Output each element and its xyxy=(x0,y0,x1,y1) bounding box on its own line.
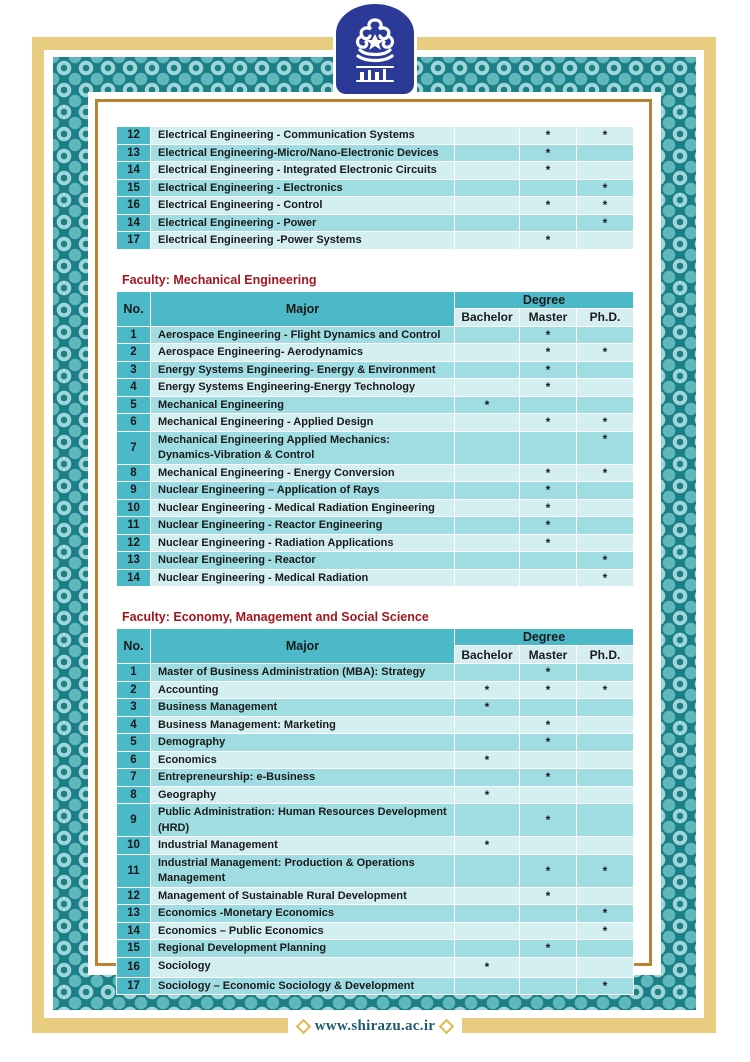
phd-mark xyxy=(577,482,634,500)
bachelor-mark xyxy=(455,769,520,787)
major-name: Mechanical Engineering - Applied Design xyxy=(151,414,455,432)
row-number: 5 xyxy=(117,734,151,752)
phd-mark: * xyxy=(577,344,634,362)
phd-mark xyxy=(577,957,634,977)
table-row xyxy=(117,326,634,344)
table-row xyxy=(117,751,634,769)
phd-mark xyxy=(577,940,634,958)
master-mark: * xyxy=(520,232,577,250)
bachelor-mark xyxy=(455,414,520,432)
phd-mark xyxy=(577,232,634,250)
master-mark: * xyxy=(520,664,577,682)
column-header-major: Major xyxy=(151,291,455,326)
major-name: Sociology xyxy=(151,957,455,977)
major-name: Accounting xyxy=(151,681,455,699)
phd-mark xyxy=(577,396,634,414)
major-name: Electrical Engineering -Power Systems xyxy=(151,232,455,250)
master-mark: * xyxy=(520,482,577,500)
master-mark: * xyxy=(520,361,577,379)
bachelor-mark: * xyxy=(455,786,520,804)
bachelor-mark xyxy=(455,552,520,570)
row-number: 11 xyxy=(117,517,151,535)
major-name: Nuclear Engineering - Medical Radiation Engineering xyxy=(151,499,455,517)
major-name: Aerospace Engineering - Flight Dynamics and Control xyxy=(151,326,455,344)
table-row xyxy=(117,681,634,699)
major-name: Master of Business Administration (MBA): Strategy xyxy=(151,664,455,682)
row-number: 14 xyxy=(117,569,151,587)
table-row xyxy=(117,414,634,432)
table-row xyxy=(117,379,634,397)
table-row xyxy=(117,569,634,587)
master-mark: * xyxy=(520,197,577,215)
table-row xyxy=(117,664,634,682)
table-row xyxy=(117,977,634,995)
table-row xyxy=(117,552,634,570)
master-mark: * xyxy=(520,716,577,734)
phd-mark xyxy=(577,664,634,682)
phd-mark xyxy=(577,804,634,837)
row-number: 14 xyxy=(117,214,151,232)
column-header-bachelor: Bachelor xyxy=(455,646,520,664)
major-name: Mechanical Engineering - Energy Conversion xyxy=(151,464,455,482)
table-row xyxy=(117,464,634,482)
phd-mark xyxy=(577,837,634,855)
table-row xyxy=(117,179,634,197)
major-name: Business Management: Marketing xyxy=(151,716,455,734)
row-number: 4 xyxy=(117,379,151,397)
phd-mark: * xyxy=(577,552,634,570)
column-header-bachelor: Bachelor xyxy=(455,308,520,326)
phd-mark: * xyxy=(577,681,634,699)
bachelor-mark xyxy=(455,482,520,500)
bachelor-mark xyxy=(455,534,520,552)
table-row xyxy=(117,396,634,414)
master-mark: * xyxy=(520,769,577,787)
phd-mark xyxy=(577,517,634,535)
column-header-phd: Ph.D. xyxy=(577,646,634,664)
master-mark xyxy=(520,905,577,923)
major-name: Electrical Engineering-Micro/Nano-Electronic Devices xyxy=(151,144,455,162)
programs-table-mechanical xyxy=(116,291,634,588)
table-row xyxy=(117,905,634,923)
phd-mark: * xyxy=(577,127,634,145)
table-row xyxy=(117,699,634,717)
bachelor-mark xyxy=(455,977,520,995)
diamond-ornament-icon xyxy=(439,1018,455,1034)
phd-mark xyxy=(577,716,634,734)
column-header-major: Major xyxy=(151,629,455,664)
phd-mark xyxy=(577,144,634,162)
column-header-no: No. xyxy=(117,629,151,664)
bachelor-mark xyxy=(455,499,520,517)
row-number: 6 xyxy=(117,751,151,769)
master-mark xyxy=(520,699,577,717)
major-name: Economics – Public Economics xyxy=(151,922,455,940)
phd-mark xyxy=(577,379,634,397)
bachelor-mark xyxy=(455,905,520,923)
phd-mark xyxy=(577,769,634,787)
bachelor-mark: * xyxy=(455,699,520,717)
table-row xyxy=(117,940,634,958)
phd-mark: * xyxy=(577,179,634,197)
column-header-degree: Degree xyxy=(455,629,634,646)
row-number: 9 xyxy=(117,482,151,500)
major-name: Nuclear Engineering - Reactor xyxy=(151,552,455,570)
phd-mark: * xyxy=(577,905,634,923)
master-mark: * xyxy=(520,162,577,180)
table-row xyxy=(117,232,634,250)
master-mark: * xyxy=(520,326,577,344)
table-row xyxy=(117,534,634,552)
phd-mark: * xyxy=(577,854,634,887)
master-mark: * xyxy=(520,414,577,432)
bachelor-mark xyxy=(455,197,520,215)
major-name: Mechanical Engineering xyxy=(151,396,455,414)
row-number: 16 xyxy=(117,197,151,215)
phd-mark: * xyxy=(577,214,634,232)
major-name: Sociology – Economic Sociology & Development xyxy=(151,977,455,995)
programs-content xyxy=(116,126,633,995)
bachelor-mark xyxy=(455,361,520,379)
phd-mark: * xyxy=(577,569,634,587)
website-link[interactable]: www.shirazu.ac.ir xyxy=(314,1017,436,1034)
major-name: Aerospace Engineering- Aerodynamics xyxy=(151,344,455,362)
row-number: 14 xyxy=(117,922,151,940)
row-number: 10 xyxy=(117,499,151,517)
master-mark xyxy=(520,179,577,197)
phd-mark: * xyxy=(577,431,634,464)
table-row xyxy=(117,517,634,535)
master-mark xyxy=(520,786,577,804)
bachelor-mark xyxy=(455,804,520,837)
phd-mark xyxy=(577,734,634,752)
major-name: Entrepreneurship: e-Business xyxy=(151,769,455,787)
bachelor-mark: * xyxy=(455,396,520,414)
phd-mark: * xyxy=(577,977,634,995)
master-mark xyxy=(520,837,577,855)
phd-mark xyxy=(577,499,634,517)
university-logo xyxy=(336,4,414,94)
row-number: 2 xyxy=(117,344,151,362)
master-mark xyxy=(520,922,577,940)
major-name: Economics -Monetary Economics xyxy=(151,905,455,923)
row-number: 8 xyxy=(117,464,151,482)
major-name: Economics xyxy=(151,751,455,769)
bachelor-mark: * xyxy=(455,681,520,699)
bachelor-mark xyxy=(455,344,520,362)
bachelor-mark xyxy=(455,716,520,734)
master-mark xyxy=(520,431,577,464)
phd-mark xyxy=(577,162,634,180)
master-mark xyxy=(520,552,577,570)
phd-mark xyxy=(577,361,634,379)
phd-mark: * xyxy=(577,464,634,482)
row-number: 3 xyxy=(117,361,151,379)
table-row xyxy=(117,887,634,905)
master-mark: * xyxy=(520,940,577,958)
master-mark xyxy=(520,957,577,977)
bachelor-mark xyxy=(455,127,520,145)
master-mark: * xyxy=(520,681,577,699)
row-number: 15 xyxy=(117,179,151,197)
master-mark: * xyxy=(520,379,577,397)
faculty-title-economy: Faculty: Economy, Management and Social Science xyxy=(122,610,429,624)
master-mark: * xyxy=(520,887,577,905)
row-number: 13 xyxy=(117,552,151,570)
column-header-master: Master xyxy=(520,646,577,664)
master-mark: * xyxy=(520,144,577,162)
row-number: 9 xyxy=(117,804,151,837)
bachelor-mark xyxy=(455,162,520,180)
row-number: 6 xyxy=(117,414,151,432)
row-number: 10 xyxy=(117,837,151,855)
master-mark xyxy=(520,396,577,414)
master-mark: * xyxy=(520,517,577,535)
shiraz-university-emblem-icon xyxy=(344,10,406,88)
bachelor-mark xyxy=(455,431,520,464)
row-number: 11 xyxy=(117,854,151,887)
major-name: Energy Systems Engineering-Energy Technology xyxy=(151,379,455,397)
footer xyxy=(0,1013,750,1039)
major-name: Electrical Engineering - Control xyxy=(151,197,455,215)
major-name: Management of Sustainable Rural Development xyxy=(151,887,455,905)
major-name: Nuclear Engineering – Application of Rays xyxy=(151,482,455,500)
master-mark: * xyxy=(520,127,577,145)
master-mark xyxy=(520,569,577,587)
phd-mark xyxy=(577,326,634,344)
major-name: Electrical Engineering - Power xyxy=(151,214,455,232)
column-header-no: No. xyxy=(117,291,151,326)
row-number: 13 xyxy=(117,144,151,162)
bachelor-mark xyxy=(455,517,520,535)
master-mark: * xyxy=(520,534,577,552)
faculty-title-mechanical: Faculty: Mechanical Engineering xyxy=(122,272,317,287)
phd-mark xyxy=(577,751,634,769)
major-name: Electrical Engineering - Electronics xyxy=(151,179,455,197)
bachelor-mark xyxy=(455,734,520,752)
bachelor-mark xyxy=(455,887,520,905)
bachelor-mark: * xyxy=(455,837,520,855)
row-number: 12 xyxy=(117,534,151,552)
table-row xyxy=(117,837,634,855)
master-mark: * xyxy=(520,499,577,517)
master-mark xyxy=(520,977,577,995)
column-header-master: Master xyxy=(520,308,577,326)
major-name: Electrical Engineering - Communication Systems xyxy=(151,127,455,145)
table-row xyxy=(117,734,634,752)
bachelor-mark xyxy=(455,214,520,232)
major-name: Electrical Engineering - Integrated Electronic Circuits xyxy=(151,162,455,180)
major-name: Demography xyxy=(151,734,455,752)
table-row xyxy=(117,431,634,464)
major-name: Industrial Management: Production & Operations Management xyxy=(151,854,455,887)
bachelor-mark xyxy=(455,854,520,887)
row-number: 5 xyxy=(117,396,151,414)
major-name: Energy Systems Engineering- Energy & Environment xyxy=(151,361,455,379)
master-mark: * xyxy=(520,854,577,887)
table-row xyxy=(117,786,634,804)
column-header-degree: Degree xyxy=(455,291,634,308)
row-number: 1 xyxy=(117,326,151,344)
table-row xyxy=(117,127,634,145)
row-number: 7 xyxy=(117,769,151,787)
major-name: Regional Development Planning xyxy=(151,940,455,958)
major-name: Business Management xyxy=(151,699,455,717)
table-row xyxy=(117,957,634,977)
row-number: 4 xyxy=(117,716,151,734)
bachelor-mark xyxy=(455,940,520,958)
phd-mark xyxy=(577,786,634,804)
row-number: 14 xyxy=(117,162,151,180)
bachelor-mark xyxy=(455,922,520,940)
bachelor-mark xyxy=(455,379,520,397)
major-name: Nuclear Engineering - Reactor Engineering xyxy=(151,517,455,535)
table-row xyxy=(117,854,634,887)
phd-mark: * xyxy=(577,414,634,432)
bachelor-mark: * xyxy=(455,751,520,769)
bachelor-mark xyxy=(455,569,520,587)
major-name: Industrial Management xyxy=(151,837,455,855)
table-row xyxy=(117,922,634,940)
row-number: 17 xyxy=(117,977,151,995)
row-number: 8 xyxy=(117,786,151,804)
major-name: Nuclear Engineering - Medical Radiation xyxy=(151,569,455,587)
table-row xyxy=(117,769,634,787)
table-row xyxy=(117,197,634,215)
bachelor-mark xyxy=(455,232,520,250)
table-row xyxy=(117,499,634,517)
row-number: 17 xyxy=(117,232,151,250)
master-mark: * xyxy=(520,464,577,482)
table-row xyxy=(117,162,634,180)
bachelor-mark: * xyxy=(455,957,520,977)
phd-mark xyxy=(577,887,634,905)
row-number: 13 xyxy=(117,905,151,923)
row-number: 16 xyxy=(117,957,151,977)
programs-table-electrical xyxy=(116,126,634,250)
table-row xyxy=(117,344,634,362)
programs-table-economy xyxy=(116,628,634,995)
phd-mark: * xyxy=(577,922,634,940)
bachelor-mark xyxy=(455,179,520,197)
table-row xyxy=(117,214,634,232)
master-mark: * xyxy=(520,804,577,837)
table-row xyxy=(117,144,634,162)
major-name: Geography xyxy=(151,786,455,804)
row-number: 12 xyxy=(117,127,151,145)
bachelor-mark xyxy=(455,144,520,162)
table-row xyxy=(117,361,634,379)
major-name: Mechanical Engineering Applied Mechanics: Dynamics-Vibration & Control xyxy=(151,431,455,464)
phd-mark xyxy=(577,699,634,717)
bachelor-mark xyxy=(455,326,520,344)
table-row xyxy=(117,716,634,734)
bachelor-mark xyxy=(455,464,520,482)
column-header-phd: Ph.D. xyxy=(577,308,634,326)
master-mark: * xyxy=(520,734,577,752)
row-number: 2 xyxy=(117,681,151,699)
major-name: Public Administration: Human Resources Development (HRD) xyxy=(151,804,455,837)
master-mark xyxy=(520,751,577,769)
logo-container xyxy=(333,2,417,96)
row-number: 3 xyxy=(117,699,151,717)
row-number: 15 xyxy=(117,940,151,958)
table-row xyxy=(117,804,634,837)
row-number: 1 xyxy=(117,664,151,682)
diamond-ornament-icon xyxy=(295,1018,311,1034)
table-row xyxy=(117,482,634,500)
row-number: 12 xyxy=(117,887,151,905)
phd-mark: * xyxy=(577,197,634,215)
major-name: Nuclear Engineering - Radiation Applications xyxy=(151,534,455,552)
row-number: 7 xyxy=(117,431,151,464)
phd-mark xyxy=(577,534,634,552)
master-mark: * xyxy=(520,344,577,362)
master-mark xyxy=(520,214,577,232)
bachelor-mark xyxy=(455,664,520,682)
